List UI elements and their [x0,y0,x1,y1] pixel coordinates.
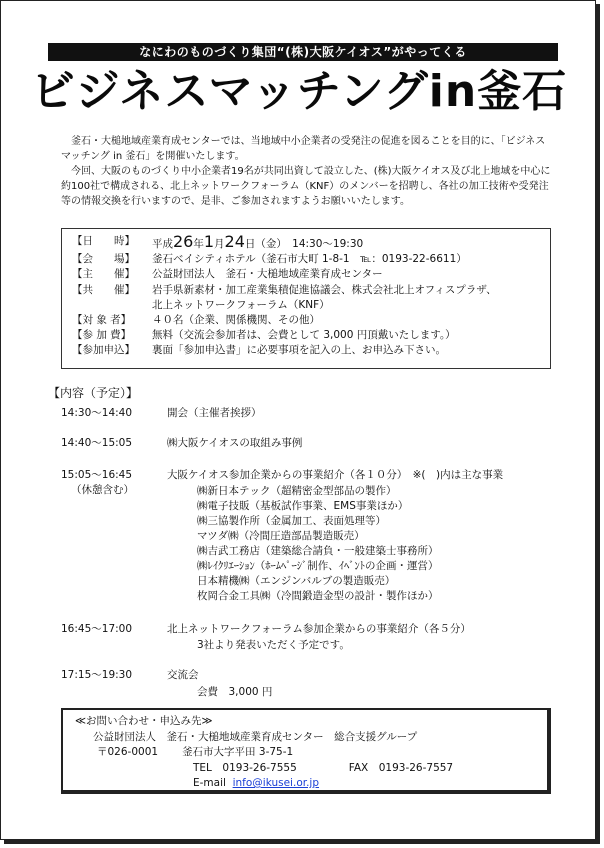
company-list-item: マツダ㈱（冷間圧造部品製造販売） [197,530,365,542]
schedule-title: 開会（主催者挨拶） [167,407,262,419]
company-list-item: 枚岡合金工具㈱（冷間鍛造金型の設計・製作ほか） [197,590,439,602]
intro-paragraph-2: 今回、大阪のものづくり中小企業者19名が共同出資して設立した、(株)大阪ケイオス及び北上地域を中心に約100社で構成される、北上ネットワークフォーラム（KNF）のメンバーを招聘し、各社の加工技術や受発注等の情報交換を行いますので、是非、ご参加されますようお願いいたします。 [61,166,551,207]
company-list-item: ㈱吉武工務店（建築総合請負・一般建築士事務所） [197,545,439,557]
schedule-title: 北上ネットワークフォーラム参加企業からの事業紹介（各５分） [167,623,471,635]
contact-address: 釜石市大字平田 3-75-1 [182,746,294,758]
schedule-time: 17:15～19:30 [61,669,133,681]
info-row-venue [72,252,544,267]
company-list-item: ㈱ﾚｲｸﾘｴｰｼｮﾝ（ﾎｰﾑﾍﾟｰｼﾞ制作、ｲﾍﾞﾝﾄの企画・運営） [197,560,439,572]
schedule-title: ㈱大阪ケイオスの取組み事例 [167,437,303,449]
info-row-apply [72,343,544,358]
schedule-time: 14:40～15:05 [61,437,133,449]
info-value-host: 公益財団法人 釜石・大槌地域産業育成センター [152,268,383,281]
date-era: 平成 [152,238,173,250]
info-value-venue: 釜石ベイシティホテル（釜石市大町 1-8-1 ℡：0193-22-6611） [152,253,467,266]
info-value-target: ４０名（企業、関係機関、その他） [152,314,320,327]
info-row-target [72,313,544,328]
schedule-note: （休憩含む） [71,484,134,496]
contact-box [61,708,551,794]
info-key-target: 【対 象 者】 [72,314,132,327]
info-value-cohost: 岩手県新素材・加工産業集積促進協議会、株式会社北上オフィスプラザ、 北上ネットワークフォーラム（KNF） [152,283,497,311]
contact-heading: ≪お問い合わせ・申込み先≫ [75,715,213,727]
schedule-subtext: 会費 3,000 円 [197,686,273,698]
date-month-unit: 月 [214,238,225,250]
info-key-date: 【日 時】 [72,235,135,247]
intro-paragraph-1: 釜石・大槌地域産業育成センターでは、当地域中小企業者の受発注の促進を図ることを目的に、「ビジネスマッチング in 釜石」を開催いたします。 [61,136,546,162]
date-month: 1 [203,232,215,251]
info-key-apply: 【参加申込】 [72,344,135,357]
contact-fax: FAX 0193-26-7557 [348,761,454,774]
schedule-time: 14:30～14:40 [61,407,133,419]
company-list-item: 日本精機㈱（エンジンバルブの製造販売） [197,575,396,587]
info-row-cohost [72,283,544,313]
info-key-cohost: 【共 催】 [72,283,135,296]
event-info-box [61,228,551,369]
intro-text [61,134,551,209]
company-list-item: ㈱新日本テック（超精密金型部品の製作） [197,485,397,497]
date-day: 24 [224,232,245,251]
date-day-unit: 日 [244,238,256,250]
info-row-fee [72,328,544,343]
schedule-title: 交流会 [167,669,199,681]
contact-tel: TEL 0193-26-7555 [193,761,297,774]
date-year: 26 [173,232,194,251]
banner: なにわのものづくり集団“(株)大阪ケイオス”がやってくる [48,43,558,61]
contact-email-label: E-mail [193,777,226,789]
contact-postal: 〒026-0001 [97,746,159,758]
info-row-host [72,267,544,282]
company-list-item: ㈱三協製作所（金属加工、表面処理等） [197,515,386,527]
info-value-apply: 裏面「参加申込書」に必要事項を記入の上、お申込み下さい。 [152,344,446,357]
contact-phone-row [75,761,535,777]
schedule-subtext: 3社より発表いただく予定です。 [197,639,350,651]
info-key-host: 【主 催】 [72,268,135,281]
schedule-time: 16:45～17:00 [61,623,133,635]
info-key-venue: 【会 場】 [72,253,135,266]
contact-email-link[interactable]: info@ikusei.or.jp [232,777,320,789]
info-key-fee: 【参 加 費】 [72,329,132,342]
contact-address-row [75,745,535,761]
company-list-item: ㈱電子技販（基板試作事業、EMS事業ほか） [197,500,409,512]
section-heading-program: 【内容（予定）】 [48,386,139,400]
contact-email-row [75,776,535,792]
contact-organization: 公益財団法人 釜石・大槌地域産業育成センター 総合支援グループ [93,730,418,743]
schedule-time: 15:05～16:45 [61,469,133,481]
date-time: （金） 14:30～19:30 [255,238,364,250]
schedule-title: 大阪ケイオス参加企業からの事業紹介（各１０分） ※( )内は主な事業 [167,469,504,481]
page-title: ビジネスマッチングin釜石 [30,66,568,117]
date-year-unit: 年 [193,238,204,250]
info-value-date [152,234,544,252]
info-row-date [72,234,544,252]
info-value-fee: 無料（交流会参加者は、会費として 3,000 円頂戴いたします。） [152,329,456,342]
